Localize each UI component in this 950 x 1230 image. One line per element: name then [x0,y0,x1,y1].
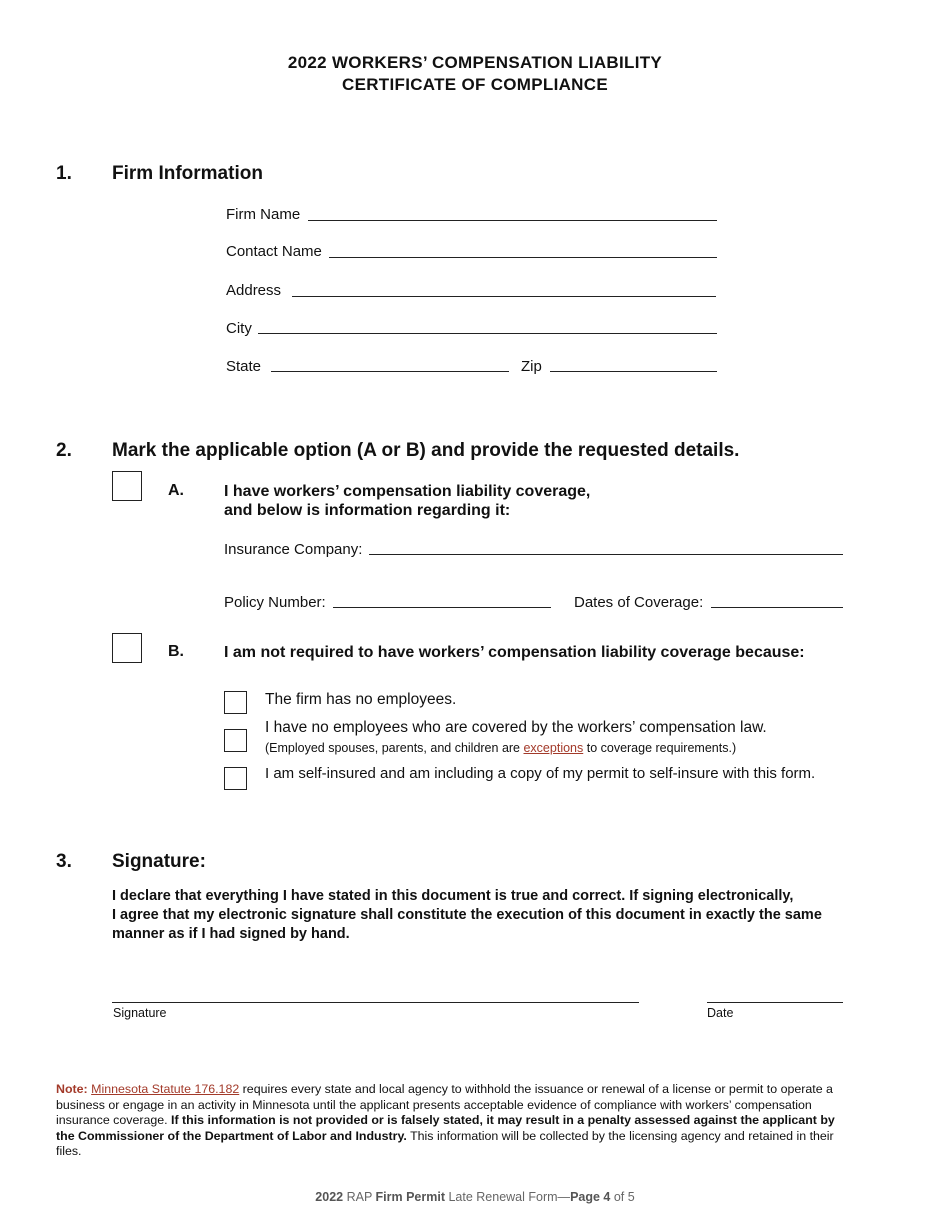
zip-field[interactable] [550,371,717,372]
note-label: Note: [56,1082,88,1096]
compliance-note: Note: Minnesota Statute 176.182 requires every state and local agency to withhold the issuance or renewal of a license or permit to operate a business or engage in an activity in Minnesota until the applicant presents acceptable evidence of compliance with workers’ compensation insurance coverage. If this information is not provided or is falsely stated, it may result in a penalty assessed against the applicant by the Commissioner of the Department of Labor and Industry. This information will be collected by the licensing agency and retained in their files. [56,1082,835,1158]
reason2-checkbox[interactable] [224,729,247,752]
contact-name-label: Contact Name [226,243,322,260]
reason3-checkbox[interactable] [224,767,247,790]
dates-of-coverage-label: Dates of Coverage: [574,594,704,611]
insurance-company-field[interactable] [369,554,843,555]
state-label: State [226,358,262,375]
dates-of-coverage-field[interactable] [711,607,843,608]
policy-number-field[interactable] [333,607,551,608]
reason1-checkbox[interactable] [224,691,247,714]
zip-label: Zip [521,358,542,375]
exceptions-link[interactable]: exceptions [523,741,584,755]
signature-field[interactable] [112,1002,639,1003]
reason2-text: I have no employees who are covered by the workers’ compensation law. [265,719,767,736]
firm-name-field[interactable] [308,220,717,221]
date-label: Date [707,1006,734,1020]
section1-title: Firm Information [112,163,263,184]
declaration-line1: I declare that everything I have stated in this document is true and correct. If signing electronically, [112,888,794,904]
reason2-note: (Employed spouses, parents, and children are exceptions to coverage requirements.) [265,741,737,755]
option-b-letter: B. [168,643,184,660]
option-b-text: I am not required to have workers’ compensation liability coverage because: [224,644,805,661]
page-footer: 2022 RAP Firm Permit Late Renewal Form—Page 4 of 5 [315,1190,635,1204]
firm-name-label: Firm Name [226,206,301,223]
signature-label: Signature [113,1006,167,1020]
option-a-letter: A. [168,482,184,499]
city-field[interactable] [258,333,717,334]
option-a-text-line1: I have workers’ compensation liability coverage, [224,483,591,500]
declaration-line2: I agree that my electronic signature shall constitute the execution of this document in exactly the same [112,907,822,923]
section3-title: Signature: [112,851,206,872]
date-field[interactable] [707,1002,843,1003]
option-b-checkbox[interactable] [112,633,142,663]
address-field[interactable] [292,296,716,297]
form-title-line2: CERTIFICATE OF COMPLIANCE [342,75,608,94]
section1-number: 1. [56,163,72,184]
address-label: Address [226,282,282,299]
policy-number-label: Policy Number: [224,594,326,611]
insurance-company-label: Insurance Company: [224,541,363,558]
declaration-line3: manner as if I had signed by hand. [112,926,350,942]
contact-name-field[interactable] [329,257,717,258]
section3-number: 3. [56,851,72,872]
section2-number: 2. [56,440,72,461]
city-label: City [226,320,252,337]
reason3-text: I am self-insured and am including a copy of my permit to self-insure with this form. [265,765,816,782]
page-number: Page 4 [570,1190,611,1204]
statute-link[interactable]: Minnesota Statute 176.182 [91,1082,240,1096]
section2-title: Mark the applicable option (A or B) and provide the requested details. [112,440,740,461]
option-a-checkbox[interactable] [112,471,142,501]
reason1-text: The firm has no employees. [265,691,457,708]
state-field[interactable] [271,371,509,372]
option-a-text-line2: and below is information regarding it: [224,502,511,519]
form-title-line1: 2022 WORKERS’ COMPENSATION LIABILITY [287,53,663,72]
